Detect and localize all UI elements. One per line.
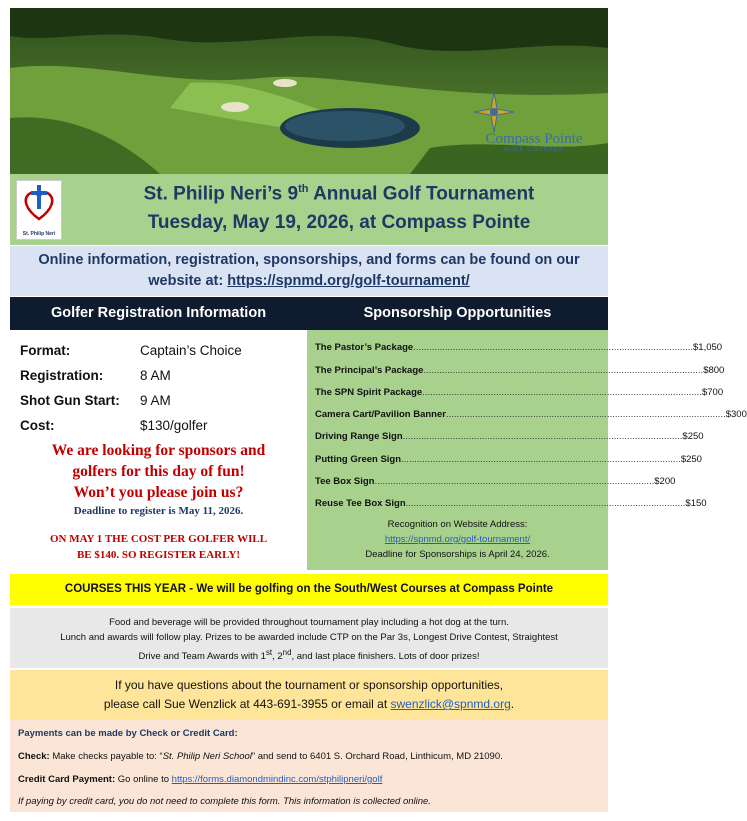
online-info-line1: Online information, registration, sponsorships, and forms can be found on our — [38, 252, 580, 268]
payment-heading: Payments can be made by Check or Credit Card: — [18, 728, 238, 739]
sponsor-package-row: The Pastor’s Package .......................................................................................................... $1,050 — [315, 342, 723, 353]
flyer — [10, 8, 747, 807]
title-banner — [10, 174, 608, 245]
st-philip-neri-logo — [16, 180, 62, 240]
courses-banner: COURSES THIS YEAR - We will be golfing on the South/West Courses at Compass Pointe — [10, 574, 608, 605]
credit-card-note: If paying by credit card, you do not need to complete this form. This information is collected online. — [18, 796, 431, 807]
contact-info: If you have questions about the tournament or sponsorship opportunities, please call Sue Wenzlick at 443-691-3955 or email at swenzlick@spnmd.org. — [10, 670, 608, 720]
price-increase-notice: ON MAY 1 THE COST PER GOLFER WILL BE $140. SO REGISTER EARLY! — [49, 533, 268, 561]
credit-card-payment: Credit Card Payment: Go online to https://forms.diamondmindinc.com/stphilipneri/golf — [18, 774, 383, 785]
online-info — [10, 246, 608, 296]
recognition-info: Recognition on Website Address: https://spnmd.org/golf-tournament/ Deadline for Sponsorships is April 24, 2026. — [307, 517, 608, 562]
contact-email-link[interactable]: swenzlick@spnmd.org — [390, 697, 511, 711]
recognition-website-link[interactable]: https://spnmd.org/golf-tournament/ — [384, 534, 531, 545]
sponsorship-panel — [307, 330, 747, 570]
sponsor-package-row: Putting Green Sign .......................................................................................................... $250 — [315, 454, 702, 465]
sponsor-package-row: Tee Box Sign .......................................................................................................... $200 — [315, 476, 676, 487]
check-payment: Check: Make checks payable to: “St. Philip Neri School” and send to 6401 S. Orchard Road, Linthicum, MD 21090. — [18, 751, 503, 762]
tournament-title: St. Philip Neri’s 9th Annual Golf Tournament — [143, 183, 535, 205]
compass-pointe-sub: GOLF COURSES — [504, 147, 564, 153]
sponsor-package-row: The Principal’s Package .......................................................................................................... $800 — [315, 365, 725, 376]
food-and-prizes: Food and beverage will be provided throughout tournament play including a hot dog at the turn. Lunch and awards will follow play. Prizes to be awarded include CTP on the Par 3s, Longest Drive Contest, Straightest Drive and Team Awards with 1st, 2nd, and last place finishers. Lots of door prizes! — [10, 608, 608, 668]
sponsor-package-row: Driving Range Sign .......................................................................................................... $250 — [315, 431, 704, 442]
golf-course-photo — [10, 8, 608, 174]
sponsor-appeal: We are looking for sponsors and golfers for this day of fun! Won’t you please join us? — [51, 442, 266, 501]
sponsor-package-row: The SPN Spirit Package .......................................................................................................... $700 — [315, 387, 724, 398]
tournament-website-link[interactable]: https://spnmd.org/golf-tournament/ — [227, 273, 470, 289]
logo-label: St. Philip Neri — [22, 231, 56, 237]
sponsor-package-row: Camera Cart/Pavilion Banner .......................................................................................................... $300 — [315, 409, 747, 420]
tournament-date: Tuesday, May 19, 2026, at Compass Pointe — [147, 212, 531, 233]
compass-pointe-logo — [474, 92, 594, 153]
sponsor-package-row: Reuse Tee Box Sign .......................................................................................................... $150 — [315, 498, 707, 509]
compass-pointe-name: Compass Pointe — [485, 131, 583, 147]
sponsorship-header: Sponsorship Opportunities — [307, 297, 608, 330]
sponsorship-deadline: Deadline for Sponsorships is April 24, 2026. — [365, 549, 550, 560]
registration-header: Golfer Registration Information — [10, 297, 307, 330]
payment-info — [10, 720, 608, 812]
registration-info: Format: Captain’s Choice Registration: 8 AM Shot Gun Start: 9 AM Cost: $130/golfer — [20, 343, 242, 433]
payment-form-link[interactable]: https://forms.diamondmindinc.com/stphilipneri/golf — [171, 774, 383, 785]
registration-deadline: Deadline to register is May 11, 2026. — [73, 505, 244, 517]
online-info-line2: website at: https://spnmd.org/golf-tournament/ — [148, 273, 470, 289]
compass-rose-icon — [474, 92, 514, 132]
heart-cross-icon — [17, 181, 61, 225]
